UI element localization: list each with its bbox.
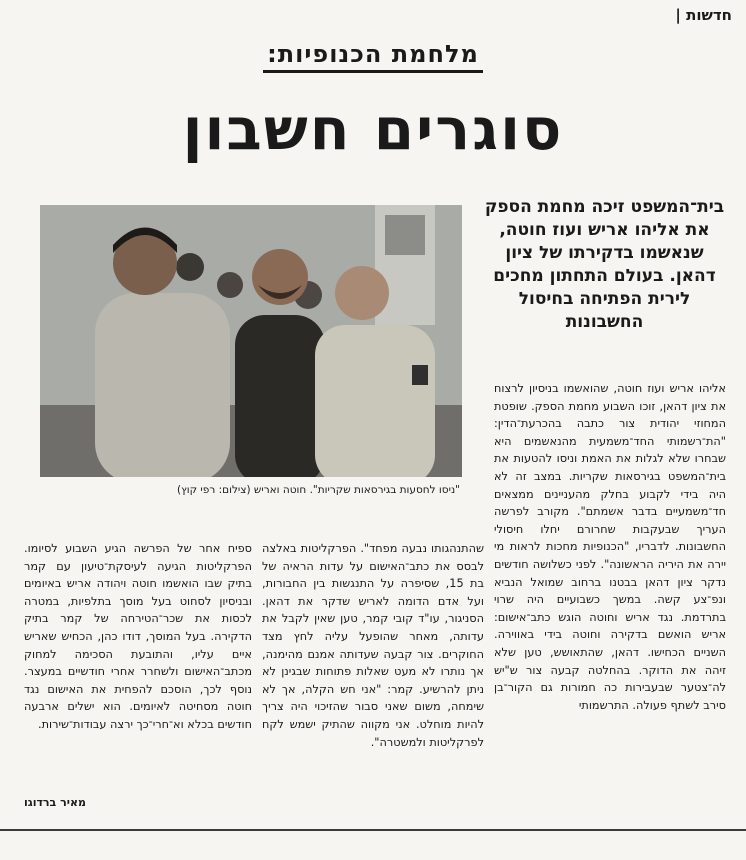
body-paragraph: שהתנהגותו נבעה מפחד". הפרקליטות באלצה לבסס את כתב־האישום על עדות הראיה של בת 15, שסיפרה על התנגשות בין החבורות, ועל אדם הדומה לאריש שדקר את דהאן. הסניגור, עו"ד קובי קמר, טען שאין לקבל את עדותה, מאחר שהופעל עליה לחץ מצד החוקרים. צור קבעה שעדותה אמנם מהימנה, אך נותרו לא מעט שאלות פתוחות שבגינן לא ניתן להרשיע. קמר: "אני חש הקלה, אך לא שימחה, משום שאני סבור שהזיכוי היה צריך להיות מוחלט. אני מקווה שהתיק ישמש לקח לפרקליטות ולמשטרה". — [262, 542, 484, 749]
article-headline: סוגרים חשבון — [182, 95, 564, 163]
photo-officer-body — [315, 325, 435, 477]
article-kicker — [0, 40, 746, 68]
photo-person-middle-body — [235, 315, 325, 477]
body-column-middle — [262, 540, 484, 816]
photo-officer-badge — [412, 365, 428, 385]
article-byline: מאיר ברדוגו — [24, 796, 86, 809]
news-photo-illustration — [40, 205, 462, 477]
photo-officer-head — [335, 266, 389, 320]
photo-poster — [385, 215, 425, 255]
news-photo — [40, 205, 462, 477]
body-paragraph: אליהו אריש ועוז חוטה, שהואשמו בניסיון לרצוח את ציון דהאן, זוכו השבוע מחמת הספק. שופטת המחוזי יהודית צור כתבה בהכרעת־הדין: "הת־רשמותי החד־משמעית מהנאשמים היא שבחרו שלא לגלות את האמת וניסו להטעות את בית־המשפט בגירסאות שקריות. במצב זה לא היה בידי לקבוע בחלק מהעניינים ממצאים חד־משמעיים בדבר אשמתם". מקורב לפרשה העריך שבעקבות שחרורם יחלו חיסולי החשבונות. לדבריו, "הכנופיות מחכות לראות מי יירה את היריה הראשונה". לפני כשלושה חודשים נדקר ציון דהאן בבטנו ברחוב שמואל הנביא ונפ־צע קשה. במשך כשבועיים היה שרוי בתרדמת. נגד אריש וחוטה הוגש כתב־אישום: אריש הואשם בדקירה וחוטה בידי באווירה. השניים הכחישו. דהאן, שהתאושש, טען שלא זיהה את הדוקר. בהחלטה קבעה צור ש"יש לה־צטער שבעבירות כה חמורות גם הקור־בן סירב לשתף פעולה. התרשמותי — [494, 382, 726, 712]
bottom-rule — [0, 829, 746, 831]
photo-person-left-body — [95, 293, 230, 477]
body-paragraph: ספיח אחר של הפרשה הגיע השבוע לסיומו. הפרקליטות הגיעה לעיסקת־טיעון עם קמר בתיק שבו הואשמו חוטה ויהודה אריש באיומים ובניסיון לסחוט בעל מוסך בתלפיות, במטרה לכסות את שכר־הטירחה של קמר בתיק הדקירה. בעל המוסך, דודו כהן, הכחיש שאריש איים עליו, והתובעת הסכימה למחוק מכתב־האישום ולשחרר אחרי חודשיים במעצר. נוסף לכך, הוסכם להפחית את האישום נגד חוטה מסחיטה לאיומים. הוא ישלים ארבעה חודשים בכלא וא־חרי־כך ירצה עבודות־שירות. — [24, 542, 252, 731]
kicker-text: מלחמת הכנופיות: — [263, 40, 483, 73]
body-column-left — [24, 540, 252, 816]
photo-caption: "ניסו לחסעות בגירסאות שקריות". חוטה ואריש (צילום: רפי קוץ) — [177, 484, 460, 496]
photo-bystander-head — [217, 272, 243, 298]
article-subheadline: בית־המשפט זיכה מחמת הספק את אליהו אריש ועוז חוטה, שנאשמו בדקירתו של ציון דהאן. בעולם התחתון מחכים לירית הפתיחה בחיסול החשבונות — [484, 197, 725, 332]
photo-bystander-head — [176, 253, 204, 281]
section-tag: חדשות | — [675, 6, 732, 24]
body-column-right — [494, 380, 726, 816]
